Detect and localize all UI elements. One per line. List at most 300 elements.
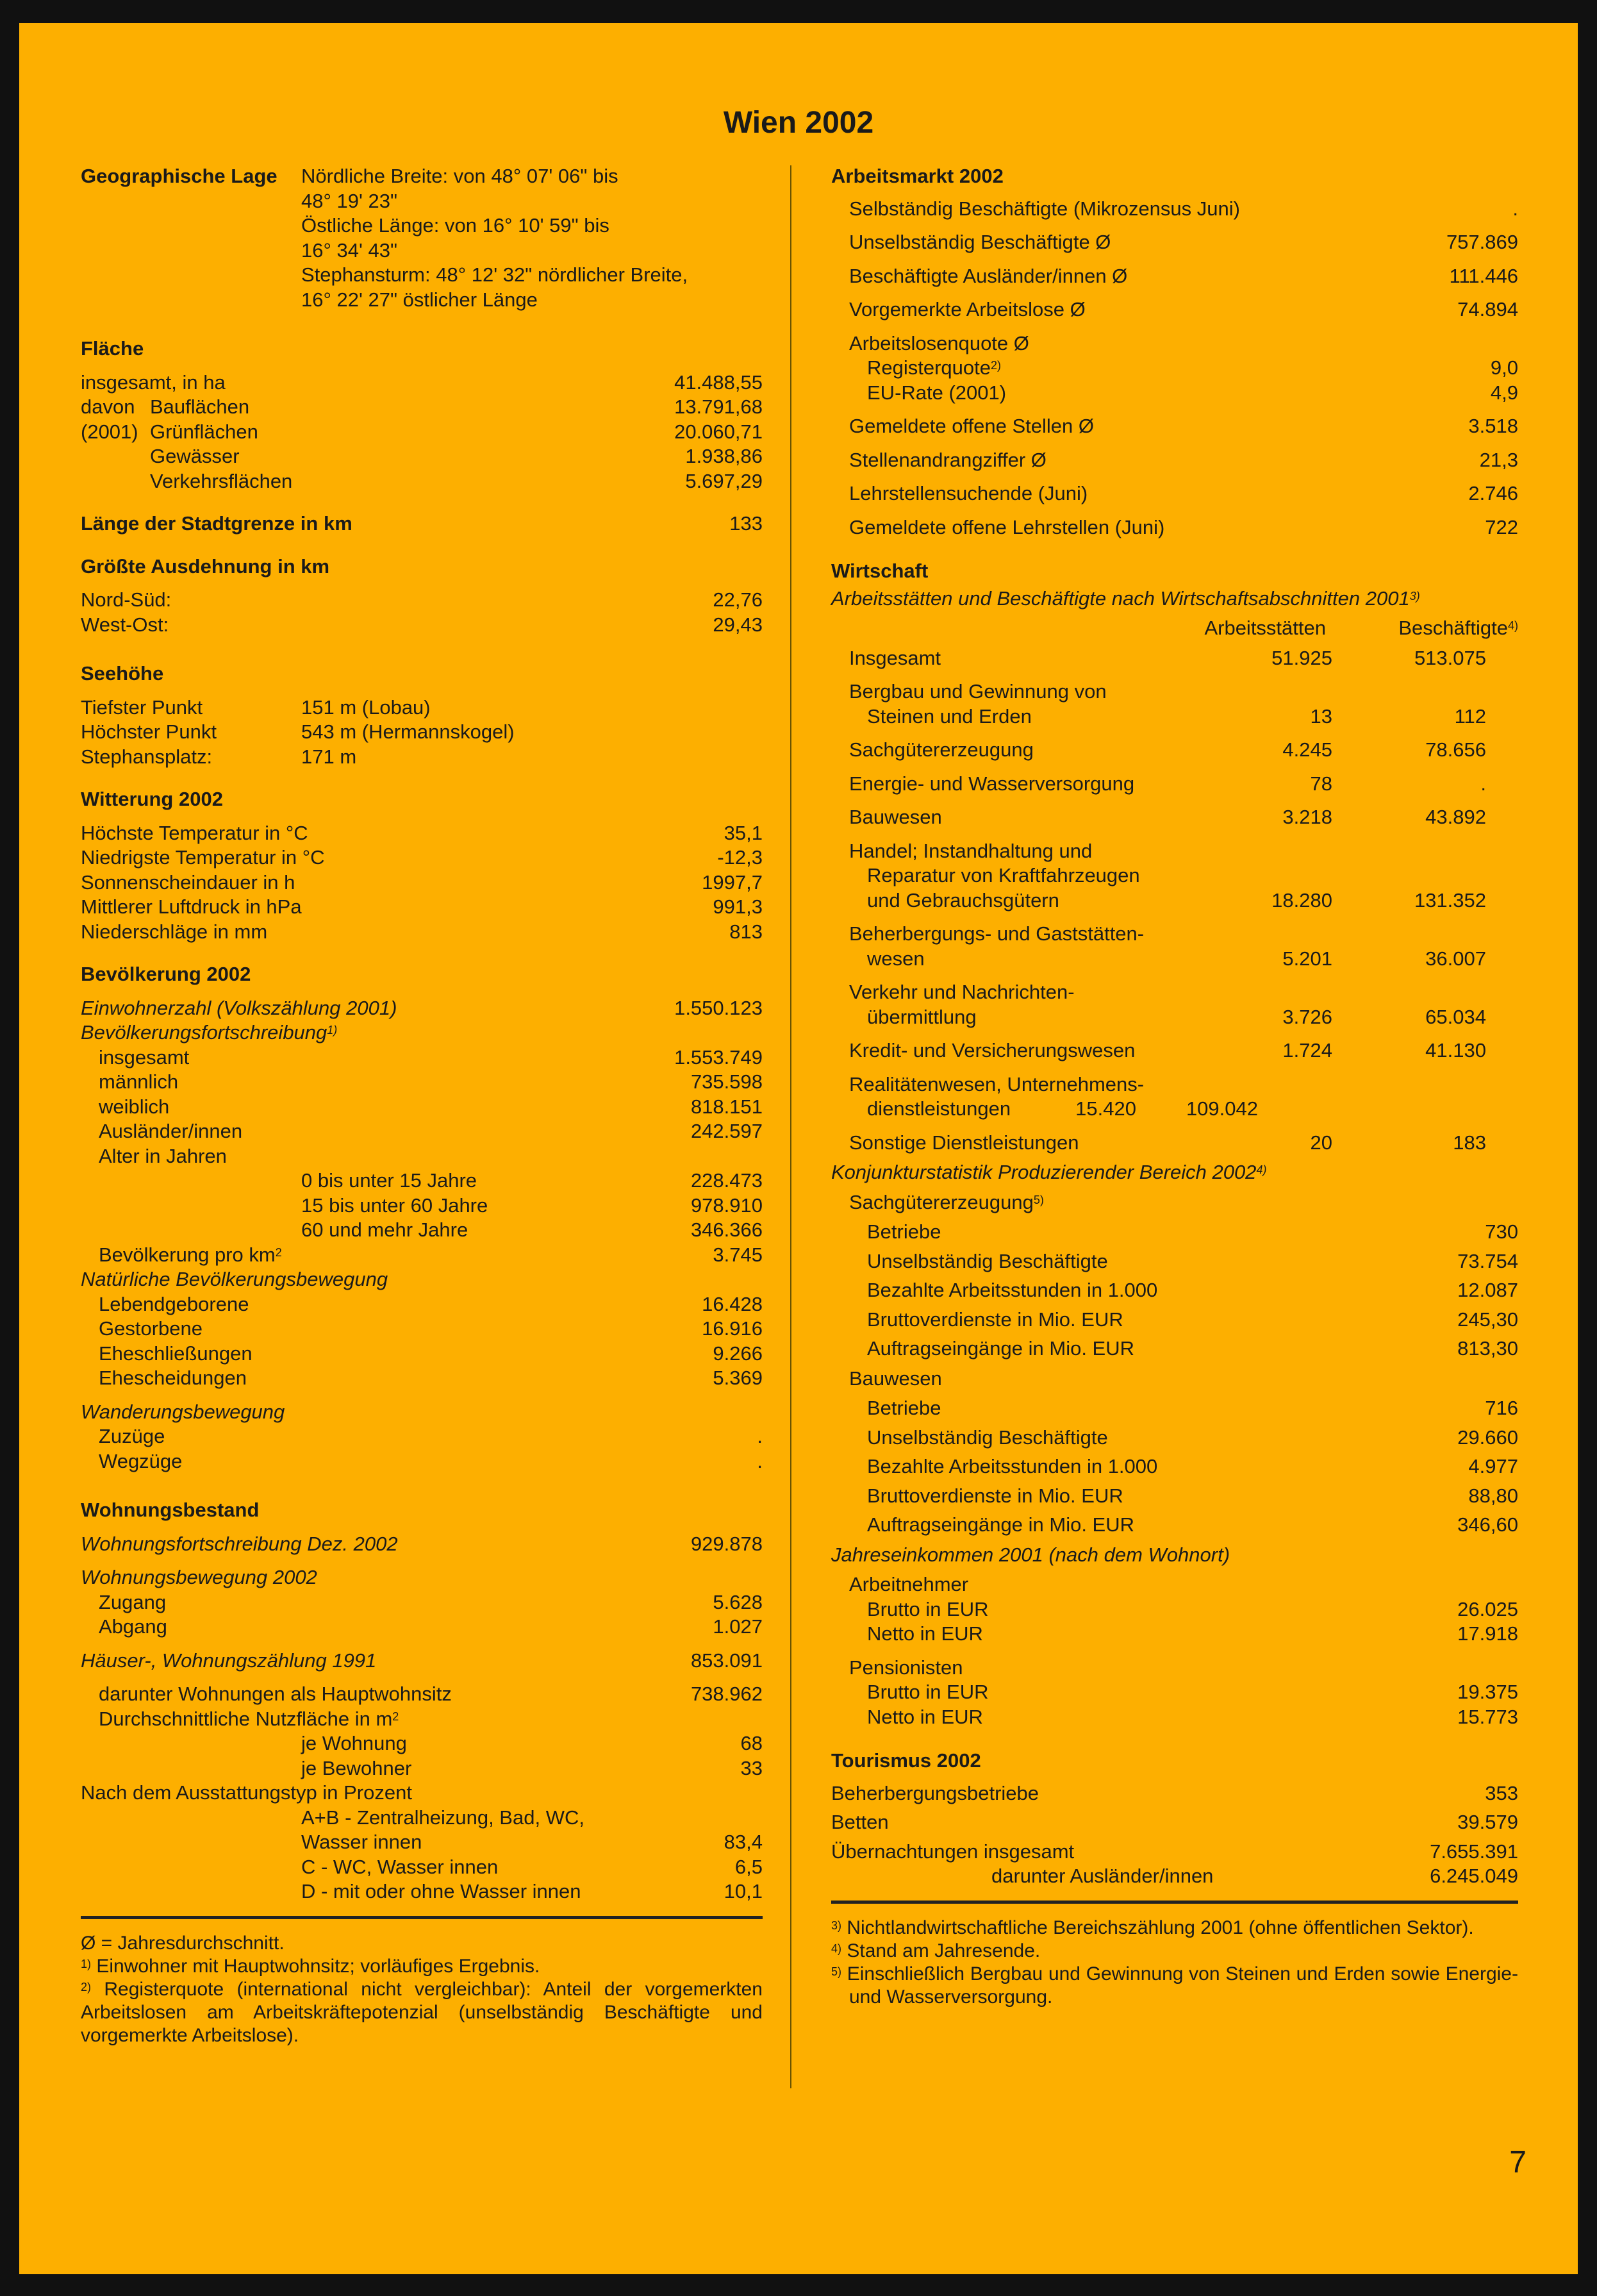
row-value: 88,80 [1468,1484,1518,1507]
row-label: Übernachtungen insgesamt [831,1840,1075,1863]
konj-row [831,1454,1518,1479]
arbeit-row [831,414,1518,439]
table-row-label: Verkehr und Nachrichten- [849,981,1075,1003]
row-value: 730 [1485,1220,1518,1243]
row-label: Wegzüge [99,1449,183,1472]
row-label [867,356,1001,381]
row-label: Höchste Temperatur in °C [81,821,308,844]
row-label: männlich [99,1070,179,1093]
bevoelkerung-heading: Bevölkerung 2002 [81,963,251,985]
row-label: weiblich [99,1095,170,1118]
footnote-text: Einschließlich Bergbau und Gewinnung von Steinen und Erden sowie Energie- und Wasserversorgung. [841,1963,1518,2008]
footnote [831,1963,1518,2009]
footnote-text: Nichtlandwirtschaftliche Bereichszählung 2001 (ohne öffentlichen Sektor). [841,1917,1474,1938]
nutz-row [81,1756,763,1781]
row-label: Wohnungsfortschreibung Dez. 2002 [81,1532,398,1555]
row-value: 853.091 [690,1649,763,1672]
row-value: . [757,1425,763,1447]
cell-arbeitsstaetten: 78 [1310,772,1332,795]
footnote-mark: Ø [81,1932,96,1954]
table-row-label: Beherbergungs- und Gaststätten- [849,922,1145,945]
sub-text: Arbeitsstätten und Beschäftigte nach Wirtschaftsabschnitten 2001 [831,586,1410,610]
row-label [99,1243,282,1268]
cell-beschaeftigte: 43.892 [1425,806,1486,828]
konj-row [831,1513,1518,1538]
cell-arbeitsstaetten: 3.726 [1282,1005,1332,1028]
cell-arbeitsstaetten: 51.925 [1271,646,1332,669]
row-value: 6,5 [734,1855,763,1878]
arbeit-row [831,264,1518,289]
cell-beschaeftigte: 78.656 [1425,738,1486,761]
nutz-row [81,1731,763,1756]
zaehlung-row [81,1649,763,1674]
row-value: 813 [729,920,763,943]
konj-row [831,1396,1518,1421]
natuerlich-row [81,1342,763,1367]
ausstattung-row [81,1830,763,1855]
table-row [831,1131,1518,1156]
row-label: Unselbständig Beschäftigte [867,1249,1108,1272]
ausstattung-ab-line: A+B - Zentralheizung, Bad, WC, [301,1806,584,1829]
table-row [831,947,1518,972]
bev-row [81,1070,763,1095]
cell-beschaeftigte: 131.352 [1414,888,1486,911]
row-label: Unselbständig Beschäftigte [867,1426,1108,1449]
flaeche-row [81,395,763,420]
table-row [831,1097,1518,1122]
row-label: Mittlerer Luftdruck in hPa [81,895,302,918]
row-label: Unselbständig Beschäftigte Ø [849,231,1111,253]
arbeitnehmer-label: Arbeitnehmer [849,1573,969,1595]
tourismus-row [831,1781,1518,1806]
row-value: 171 m [301,745,357,768]
table-row [831,1005,1518,1030]
row-label: Sachgütererzeugung [849,738,1034,761]
seehoehe-row [81,745,763,770]
row-label: Grünflächen [150,420,258,443]
row-label: Brutto in EUR [867,1681,989,1703]
row-label: je Bewohner [301,1756,412,1779]
row-prefix: davon [81,395,135,418]
table-row [831,1038,1518,1063]
row-value: 16.428 [702,1292,763,1315]
row-label: Auftragseingänge in Mio. EUR [867,1337,1135,1360]
wohnung-bewegung-label: Wohnungsbewegung 2002 [81,1566,317,1588]
footnote-mark: 3) [831,1918,842,1932]
geo-line: Östliche Länge: von 16° 10' 59" bis [301,214,609,237]
footnotes-left [81,1932,763,2047]
arbeit-row [831,297,1518,322]
superscript: 2 [392,1710,399,1723]
cell-beschaeftigte: . [1480,772,1486,795]
flaeche-row [81,444,763,469]
dichte-text: Bevölkerung pro km [99,1243,276,1266]
arbeit-row [831,448,1518,473]
cell-beschaeftigte: 41.130 [1425,1039,1486,1061]
row-label: dienstleistungen [867,1097,1011,1120]
footnote-mark: 5) [1033,1193,1044,1206]
footnote [831,1917,1518,1940]
konj-row [831,1249,1518,1274]
row-label: Zugang [99,1590,167,1613]
tourismus-row [831,1864,1518,1889]
row-value: 1.938,86 [685,445,763,467]
row-label: Gemeldete offene Lehrstellen (Juni) [849,515,1165,538]
column-divider [790,165,791,2088]
volkszaehlung-row [81,996,763,1021]
row-value: 22,76 [713,588,763,611]
footnote-mark: 5) [831,1965,842,1978]
eu-row [831,381,1518,406]
bev-row [81,1045,763,1070]
row-value: 19.375 [1457,1681,1518,1703]
fortschreibung-label [81,1020,763,1045]
row-value: 245,30 [1457,1308,1518,1331]
row-label: Bezahlte Arbeitsstunden in 1.000 [867,1279,1158,1301]
row-value: 41.488,55 [674,370,763,394]
row-label: Netto in EUR [867,1622,983,1645]
row-label: Beherbergungsbetriebe [831,1781,1039,1804]
ausstattung-label: Nach dem Ausstattungstyp in Prozent [81,1781,412,1804]
footnote-mark: 2) [991,359,1002,372]
footnote-mark: 1) [327,1024,338,1036]
wohnung-fort-row [81,1532,763,1557]
wirtschaft-subheading [831,586,1518,611]
row-label: Einwohnerzahl (Volkszählung 2001) [81,996,397,1019]
footnote-mark: 3) [1409,589,1420,603]
cell-beschaeftigte: 183 [1453,1131,1486,1154]
section-rule [831,1901,1518,1904]
row-label: insgesamt [99,1045,190,1069]
bewegung-row [81,1615,763,1640]
sach-text: Sachgütererzeugung [849,1190,1034,1213]
table-row [831,888,1518,913]
konj-row [831,1278,1518,1303]
natuerlich-label: Natürliche Bevölkerungsbewegung [81,1268,388,1290]
row-value: 929.878 [690,1532,763,1555]
footnote [81,1932,763,1955]
row-label: Verkehrsflächen [150,469,293,492]
row-value: 16.916 [702,1317,763,1340]
row-label: Ehescheidungen [99,1367,247,1389]
ausdehnung-row [81,588,763,613]
left-column [81,164,763,2047]
row-value: 716 [1485,1397,1518,1419]
table-row-label: Handel; Instandhaltung und [849,839,1093,862]
row-label: Energie- und Wasserversorgung [849,772,1135,795]
row-label: Höchster Punkt [81,720,217,743]
row-value: 5.369 [713,1367,763,1389]
row-label: Bauflächen [150,395,250,418]
ausdehnung-row [81,613,763,638]
footnote-text: = Jahresdurchschnitt. [95,1932,285,1954]
row-label: Kredit- und Versicherungswesen [849,1039,1136,1061]
geo-section [81,164,763,312]
row-label: je Wohnung [301,1732,407,1754]
alter-row [81,1218,763,1243]
ausstattung-row [81,1855,763,1880]
row-value: 346.366 [690,1219,763,1241]
table-row [831,704,1518,729]
row-value: 39.579 [1457,1811,1518,1833]
table-row-label: Realitätenwesen, Unternehmens- [849,1072,1145,1095]
row-value: 33 [740,1756,763,1779]
bewegung-row [81,1590,763,1615]
row-value: 4.977 [1468,1455,1518,1477]
table-row [831,646,1518,671]
row-label: und Gebrauchsgütern [867,888,1059,911]
row-label: insgesamt, in ha [81,370,226,394]
arbeit-row [831,197,1518,222]
row-label: wesen [867,947,925,970]
geo-label: Geographische Lage [81,165,277,187]
row-label: Niedrigste Temperatur in °C [81,846,325,869]
konj-row [831,1426,1518,1451]
row-label: 15 bis unter 60 Jahre [301,1194,488,1217]
row-value: -12,3 [717,846,763,869]
wanderung-label: Wanderungsbewegung [81,1400,285,1423]
table-row-label: Reparatur von Kraftfahrzeugen [867,864,1140,886]
row-label: Betriebe [867,1220,941,1243]
cell-beschaeftigte: 36.007 [1425,947,1486,970]
row-value: . [1512,197,1518,220]
witterung-row [81,895,763,920]
page-title: Wien 2002 [723,106,874,140]
alter-row [81,1194,763,1219]
table-row-label: Bergbau und Gewinnung von [849,680,1107,703]
natuerlich-row [81,1366,763,1391]
bau-label: Bauwesen [849,1367,942,1390]
row-label: West-Ost: [81,613,169,636]
witterung-row [81,821,763,846]
seehoehe-heading: Seehöhe [81,662,164,685]
row-value: 1997,7 [702,870,763,894]
footnote-mark: 4) [1507,619,1518,632]
row-value: 29.660 [1457,1426,1518,1449]
cell-arbeitsstaetten: 20 [1310,1131,1332,1154]
tourismus-row [831,1840,1518,1865]
row-value: 1.553.749 [674,1045,763,1069]
row-value: 9,0 [1490,356,1518,379]
row-value: 242.597 [690,1120,763,1142]
row-label: Ausländer/innen [99,1120,243,1142]
row-label: übermittlung [867,1005,977,1028]
row-value: 29,43 [713,613,763,636]
fortschreibung-text: Bevölkerungsfortschreibung [81,1021,327,1044]
nutz-text: Durchschnittliche Nutzfläche in m [99,1707,393,1730]
row-value: 17.918 [1457,1622,1518,1645]
row-label: Abgang [99,1615,167,1638]
row-label: darunter Ausländer/innen [991,1865,1214,1887]
flaeche-row [81,469,763,494]
geo-line: Nördliche Breite: von 48° 07' 06" bis [301,165,618,187]
row-label: Zuzüge [99,1425,165,1447]
superscript: 2 [275,1245,282,1259]
row-label: Bauwesen [849,806,942,828]
konj-row [831,1220,1518,1245]
row-label: Tiefster Punkt [81,695,203,719]
register-text: Registerquote [867,356,991,379]
row-label: Selbständig Beschäftigte (Mikrozensus Juni) [849,197,1240,220]
section-rule [81,1916,763,1919]
bev-row [81,1095,763,1120]
row-value: 133 [729,512,763,535]
row-label: C - WC, Wasser innen [301,1855,499,1878]
einkommen-row [831,1680,1518,1705]
pensionisten-label: Pensionisten [849,1656,963,1679]
cell-arbeitsstaetten: 13 [1310,704,1332,728]
wanderung-row [81,1449,763,1474]
row-label: Brutto in EUR [867,1597,989,1620]
stadtgrenze-row [81,512,763,537]
col-header-arbeitsstaetten: Arbeitsstätten [1204,617,1326,639]
row-label: Häuser-, Wohnungszählung 1991 [81,1649,377,1672]
flaeche-row [81,420,763,445]
ausdehnung-heading: Größte Ausdehnung in km [81,554,330,578]
geo-line: 16° 34' 43" [301,238,397,262]
arbeit-row [831,230,1518,255]
document-page [19,23,1578,2274]
wohnung-heading: Wohnungsbestand [81,1499,260,1521]
einkommen-row [831,1597,1518,1622]
row-value: 10,1 [724,1880,763,1902]
register-row [831,356,1518,381]
natuerlich-row [81,1317,763,1342]
cell-arbeitsstaetten: 18.280 [1271,888,1332,911]
right-column [831,164,1518,2009]
row-value: 26.025 [1457,1597,1518,1620]
geo-line: Stephansturm: 48° 12' 32" nördlicher Breite, [301,263,688,286]
einkommen-heading: Jahreseinkommen 2001 (nach dem Wohnort) [831,1543,1230,1566]
alter-label: Alter in Jahren [99,1144,227,1167]
arbeitsmarkt-heading: Arbeitsmarkt 2002 [831,165,1004,187]
row-label: Bezahlte Arbeitsstunden in 1.000 [867,1455,1158,1477]
cell-arbeitsstaetten: 5.201 [1282,947,1332,970]
row-value: 21,3 [1479,448,1518,471]
row-label: Niederschläge in mm [81,920,268,943]
row-label: 60 und mehr Jahre [301,1219,468,1241]
row-value: 68 [740,1732,763,1754]
natuerlich-row [81,1292,763,1317]
col-header-beschaeftigte [1326,616,1518,641]
witterung-row [81,870,763,895]
cell-beschaeftigte: 112 [1454,704,1486,728]
row-value: 228.473 [690,1169,763,1192]
footnote-mark: 2) [81,1980,92,1993]
wirtschaft-heading: Wirtschaft [831,560,929,582]
einkommen-row [831,1622,1518,1647]
arbeit-row [831,515,1518,540]
row-value: 9.266 [713,1342,763,1365]
row-value: 151 m (Lobau) [301,695,431,719]
header-text: Beschäftigte [1398,617,1508,639]
row-value: 35,1 [724,821,763,844]
table-row [831,738,1518,763]
row-value: 5.697,29 [685,469,763,492]
row-value: 15.773 [1457,1705,1518,1728]
seehoehe-row [81,695,763,720]
row-label: Auftragseingänge in Mio. EUR [867,1513,1135,1536]
bev-row [81,1119,763,1144]
cell-arbeitsstaetten: 1.724 [1282,1039,1332,1061]
row-label: Eheschließungen [99,1342,252,1365]
cell-beschaeftigte: 65.034 [1425,1005,1486,1028]
witterung-heading: Witterung 2002 [81,788,223,810]
cell-arbeitsstaetten: 3.218 [1282,806,1332,828]
footnote-mark: 1) [81,1957,92,1970]
row-value: . [757,1449,763,1472]
flaeche-heading: Fläche [81,337,144,360]
row-label: Insgesamt [849,646,941,669]
table-row [831,772,1518,797]
row-value: 1.550.123 [674,996,763,1019]
row-value: 1.027 [713,1615,763,1638]
footnote-text: Einwohner mit Hauptwohnsitz; vorläufiges Ergebnis. [91,1955,540,1977]
row-label: Betten [831,1811,889,1833]
row-value: 813,30 [1457,1337,1518,1360]
row-value: 3.745 [713,1243,763,1266]
row-value: 74.894 [1457,298,1518,320]
page-number: 7 [1509,2145,1527,2179]
seehoehe-row [81,720,763,745]
row-value: 346,60 [1457,1513,1518,1536]
row-prefix: (2001) [81,420,138,443]
row-label: Bruttoverdienste in Mio. EUR [867,1308,1123,1331]
row-value: 2.746 [1468,482,1518,504]
row-value: 757.869 [1446,231,1518,253]
row-value: 735.598 [690,1070,763,1093]
row-value: 5.628 [713,1590,763,1613]
footnote-mark: 4) [831,1942,842,1955]
row-value: 818.151 [690,1095,763,1118]
row-label: Beschäftigte Ausländer/innen Ø [849,264,1128,287]
alter-row [81,1169,763,1194]
witterung-row [81,920,763,945]
wanderung-row [81,1424,763,1449]
row-value: 543 m (Hermannskogel) [301,720,515,743]
row-value: 738.962 [690,1683,763,1705]
row-value: 978.910 [690,1194,763,1217]
footnote-text: Stand am Jahresende. [841,1940,1041,1961]
row-label: Sonnenscheindauer in h [81,870,295,894]
row-label: D - mit oder ohne Wasser innen [301,1880,581,1902]
row-value: 3.518 [1468,415,1518,437]
row-label: Netto in EUR [867,1705,983,1728]
row-value: 20.060,71 [674,420,763,443]
tourismus-row [831,1810,1518,1835]
witterung-row [81,845,763,870]
table-header [831,616,1518,641]
row-value: 73.754 [1457,1249,1518,1272]
row-value: 722 [1485,515,1518,538]
nutzflaeche-label [81,1707,763,1732]
tourismus-heading: Tourismus 2002 [831,1749,981,1772]
row-value: 111.446 [1449,264,1518,287]
cell-arbeitsstaetten: 15.420 [1075,1097,1136,1120]
cell-beschaeftigte: 109.042 [1186,1097,1258,1120]
geo-lines [301,164,763,312]
footnote [81,1978,763,2047]
cell-beschaeftigte: 513.075 [1414,646,1486,669]
row-label: darunter Wohnungen als Hauptwohnsitz [99,1683,452,1705]
row-value: 13.791,68 [674,395,763,418]
konjunktur-text: Konjunkturstatistik Produzierender Bereich 2002 [831,1161,1257,1183]
sach-label [831,1190,1518,1215]
row-label: Gestorbene [99,1317,203,1340]
cell-arbeitsstaetten: 4.245 [1282,738,1332,761]
row-value: 6.245.049 [1430,1865,1518,1887]
row-label: Vorgemerkte Arbeitslose Ø [849,298,1086,320]
